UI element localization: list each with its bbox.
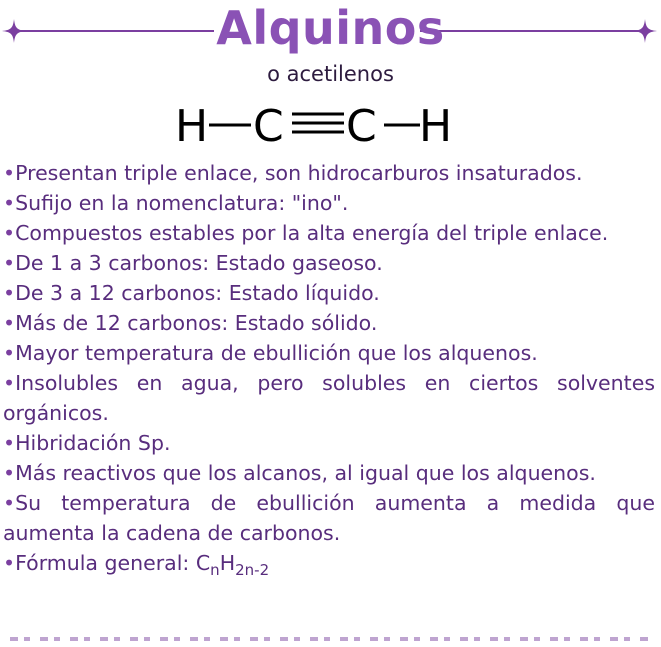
formula-atom-h-right: H (419, 101, 453, 152)
bullet-dot: • (3, 221, 16, 245)
bullet-dot: • (3, 341, 16, 365)
list-item (3, 278, 655, 308)
general-formula-item (3, 548, 655, 578)
list-item (3, 248, 655, 278)
list-item (3, 458, 655, 488)
list-item-text: Su temperatura de ebullición aumenta a medida que aumenta la cadena de carbonos. (3, 491, 655, 545)
formula-atom-h-left: H (175, 101, 209, 152)
page-title: Alquinos (216, 1, 445, 55)
formula-atom-c-right: C (346, 101, 377, 152)
list-item-text: Presentan triple enlace, son hidrocarburos insaturados. (15, 161, 583, 185)
list-item-text: Compuestos estables por la alta energía del triple enlace. (15, 221, 609, 245)
list-item (3, 488, 655, 548)
cropped-next-line (0, 637, 661, 647)
list-item (3, 428, 655, 458)
single-bond (209, 120, 251, 130)
general-formula-h-subscript: 2n-2 (235, 561, 270, 579)
list-item-text: De 3 a 12 carbonos: Estado líquido. (15, 281, 380, 305)
list-item (3, 158, 655, 188)
structural-formula (0, 92, 661, 162)
bullet-dot: • (3, 191, 16, 215)
list-item-text: Hibridación Sp. (15, 431, 171, 455)
cropped-text-fragment (10, 637, 650, 641)
bullet-dot: • (3, 431, 16, 455)
general-formula-c: C (195, 551, 211, 575)
formula-atom-c-left: C (253, 101, 284, 152)
list-item (3, 338, 655, 368)
list-item-text: Más reactivos que los alcanos, al igual que los alquenos. (15, 461, 596, 485)
bullet-dot: • (3, 551, 16, 575)
bullet-dot: • (3, 461, 16, 485)
general-formula-c-subscript: n (210, 561, 220, 579)
list-item-text: Sufijo en la nomenclatura: "ino". (15, 191, 349, 215)
bullet-dot: • (3, 491, 16, 515)
bullet-dot: • (3, 311, 16, 335)
list-item (3, 308, 655, 338)
list-item-text: Insolubles en agua, pero solubles en ciertos solventes orgánicos. (3, 371, 655, 425)
bullet-dot: • (3, 281, 16, 305)
general-formula-h: H (219, 551, 236, 575)
list-item-text: De 1 a 3 carbonos: Estado gaseoso. (15, 251, 383, 275)
bullet-dot: • (3, 371, 16, 395)
list-item (3, 218, 655, 248)
list-item (3, 368, 655, 428)
page-subtitle: o acetilenos (267, 62, 394, 86)
list-item-text: Mayor temperatura de ebullición que los alquenos. (15, 341, 538, 365)
single-bond (384, 120, 420, 130)
header (0, 0, 661, 60)
list-item (3, 188, 655, 218)
bullet-dot: • (3, 161, 16, 185)
bullet-dot: • (3, 251, 16, 275)
properties-list (3, 158, 655, 578)
triple-bond (292, 110, 344, 136)
general-formula-label: Fórmula general: (15, 551, 196, 575)
list-item-text: Más de 12 carbonos: Estado sólido. (15, 311, 378, 335)
